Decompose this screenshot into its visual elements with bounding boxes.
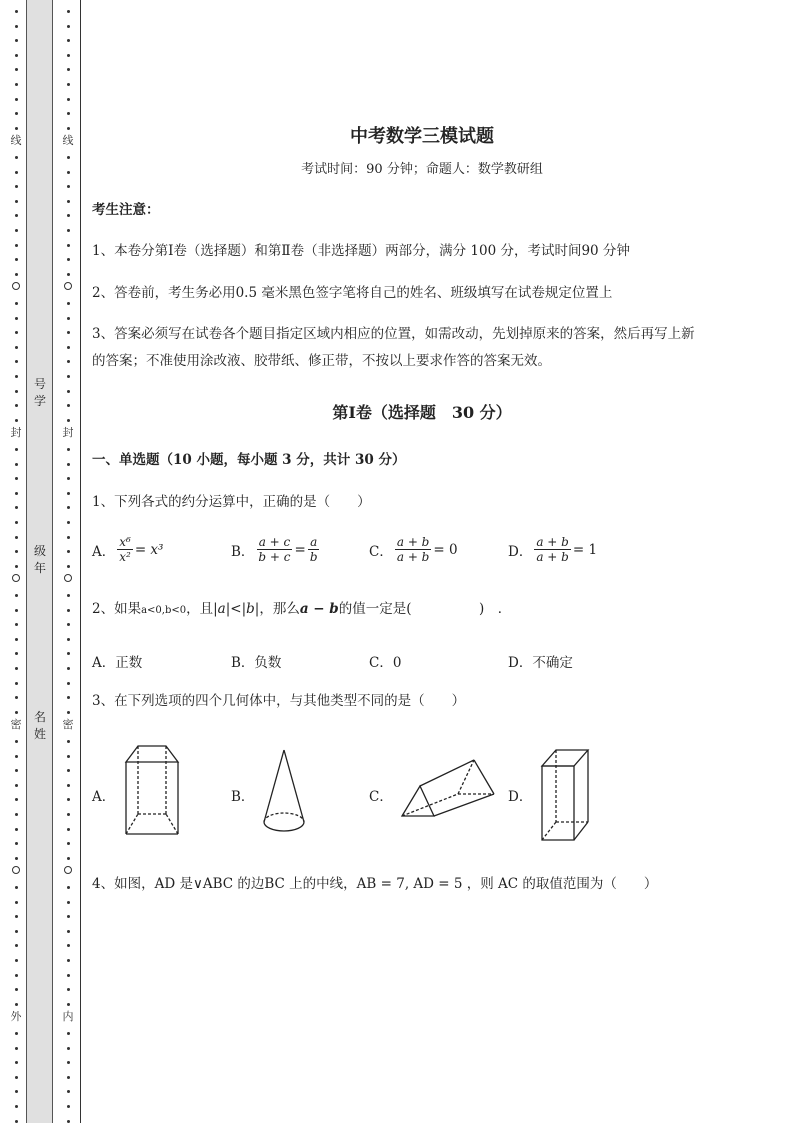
- binding-dot-icon: [10, 208, 22, 220]
- question-4-stem: 4、如图，AD 是∨ABC 的边BC 上的中线，AB = 7, AD = 5 ，则 AC 的取值范围为（ ）: [92, 876, 658, 892]
- notice-item-1: 1、本卷分第Ⅰ卷（选择题）和第Ⅱ卷（非选择题）两部分，满分 100 分，考试时间90 分钟: [92, 243, 630, 259]
- binding-dot-icon: [10, 676, 22, 688]
- binding-dot-icon: [10, 968, 22, 980]
- binding-dot-icon: [10, 33, 22, 45]
- binding-dot-icon: [62, 792, 74, 804]
- binding-dot-icon: [62, 749, 74, 761]
- q2-option-d: D．不确定: [508, 655, 573, 671]
- q3-option-a-label: A．: [92, 789, 116, 805]
- binding-dot-icon: [10, 763, 22, 775]
- binding-dot-icon: [10, 544, 22, 556]
- binding-circle-icon: [10, 281, 22, 293]
- binding-dot-icon: [10, 223, 22, 235]
- binding-label: 线: [10, 134, 22, 148]
- binding-dot-icon: [10, 179, 22, 191]
- binding-dot-icon: [10, 457, 22, 469]
- binding-dot-icon: [62, 442, 74, 454]
- binding-dot-icon: [10, 165, 22, 177]
- notice-item-3-cont: 的答案；不准使用涂改液、胶带纸、修正带，不按以上要求作答的答案无效。: [92, 353, 551, 369]
- binding-circle-icon: [10, 573, 22, 585]
- binding-dot-icon: [10, 661, 22, 673]
- frustum-prism-icon: [122, 742, 186, 838]
- binding-dot-icon: [10, 340, 22, 352]
- binding-dot-icon: [10, 1055, 22, 1067]
- binding-dot-icon: [62, 1084, 74, 1096]
- q1-option-b: B． $\frac{a + c}{b + c}$ = $\frac{a}{b}$: [231, 535, 318, 564]
- binding-dot-icon: [62, 705, 74, 717]
- binding-dot-icon: [10, 690, 22, 702]
- binding-label: 外: [10, 1010, 22, 1024]
- binding-dot-icon: [62, 544, 74, 556]
- binding-dot-icon: [10, 909, 22, 921]
- binding-rule: [80, 0, 81, 1123]
- binding-dot-icon: [62, 77, 74, 89]
- q2-option-c: C．0: [369, 655, 402, 671]
- q3-option-d-label: D．: [508, 789, 533, 805]
- binding-dot-icon: [62, 1055, 74, 1067]
- binding-dot-icon: [62, 851, 74, 863]
- binding-circle-icon: [62, 865, 74, 877]
- binding-dot-icon: [62, 340, 74, 352]
- binding-dot-icon: [10, 851, 22, 863]
- question-3-stem: 3、在下列选项的四个几何体中，与其他类型不同的是（ ）: [92, 693, 466, 709]
- binding-dot-icon: [62, 778, 74, 790]
- binding-dot-icon: [62, 690, 74, 702]
- binding-dot-icon: [62, 179, 74, 191]
- binding-dot-icon: [62, 982, 74, 994]
- binding-dot-icon: [62, 252, 74, 264]
- binding-dot-icon: [10, 238, 22, 250]
- binding-dot-icon: [10, 880, 22, 892]
- exam-subtitle: 考试时间：90 分钟；命题人：数学教研组: [301, 162, 543, 177]
- binding-dot-icon: [62, 1041, 74, 1053]
- binding-dot-icon: [10, 836, 22, 848]
- binding-dot-icon: [62, 938, 74, 950]
- binding-dot-icon: [10, 369, 22, 381]
- binding-dot-icon: [62, 194, 74, 206]
- binding-dot-icon: [62, 33, 74, 45]
- binding-label: 线: [62, 134, 74, 148]
- binding-dot-icon: [62, 646, 74, 658]
- binding-dot-icon: [10, 486, 22, 498]
- q3-option-b-label: B．: [231, 789, 255, 805]
- binding-label: 密: [10, 718, 22, 732]
- part-heading: 一、单选题（10 小题，每小题 3 分，共计 30 分）: [92, 452, 406, 468]
- binding-dot-icon: [10, 953, 22, 965]
- binding-dot-icon: [10, 1041, 22, 1053]
- binding-dot-icon: [10, 92, 22, 104]
- binding-dot-icon: [62, 617, 74, 629]
- binding-dot-icon: [62, 953, 74, 965]
- binding-dot-icon: [10, 530, 22, 542]
- binding-dot-icon: [62, 19, 74, 31]
- binding-dot-icon: [62, 632, 74, 644]
- binding-dot-icon: [10, 442, 22, 454]
- q3-option-c-label: C．: [369, 789, 393, 805]
- binding-dot-icon: [62, 121, 74, 133]
- binding-dot-icon: [10, 500, 22, 512]
- binding-label: 封: [62, 426, 74, 440]
- binding-dot-icon: [10, 982, 22, 994]
- binding-dot-icon: [62, 880, 74, 892]
- binding-dot-icon: [10, 734, 22, 746]
- binding-dot-icon: [62, 296, 74, 308]
- binding-dot-icon: [62, 486, 74, 498]
- binding-dot-icon: [62, 223, 74, 235]
- binding-dot-icon: [62, 369, 74, 381]
- binding-circle-icon: [62, 281, 74, 293]
- binding-dot-icon: [10, 62, 22, 74]
- binding-dot-icon: [10, 997, 22, 1009]
- binding-dot-icon: [10, 515, 22, 527]
- grade-label: 级 年: [33, 544, 46, 575]
- triangular-prism-icon: [398, 756, 498, 822]
- binding-dot-icon: [10, 1070, 22, 1082]
- binding-dot-icon: [10, 121, 22, 133]
- binding-dot-icon: [10, 311, 22, 323]
- fraction: $\frac{a + b}{a + b}$: [536, 535, 569, 564]
- binding-dot-icon: [62, 325, 74, 337]
- binding-dot-icon: [62, 311, 74, 323]
- binding-dot-icon: [10, 617, 22, 629]
- binding-dot-icon: [62, 676, 74, 688]
- binding-dot-icon: [10, 471, 22, 483]
- binding-dot-icon: [62, 530, 74, 542]
- rectangular-prism-icon: [538, 746, 594, 842]
- binding-dot-icon: [62, 457, 74, 469]
- binding-dot-icon: [10, 1084, 22, 1096]
- binding-dot-icon: [10, 792, 22, 804]
- binding-dot-icon: [10, 398, 22, 410]
- question-1-stem: 1、下列各式的约分运算中，正确的是（ ）: [92, 494, 371, 510]
- binding-label: 内: [62, 1010, 74, 1024]
- binding-dot-icon: [62, 165, 74, 177]
- binding-dot-icon: [62, 354, 74, 366]
- binding-dot-icon: [62, 603, 74, 615]
- fraction: $\frac{a + b}{a + b}$: [396, 535, 430, 564]
- binding-dot-icon: [10, 325, 22, 337]
- binding-dot-icon: [10, 588, 22, 600]
- q1-option-a: A． $\frac{\text{x⁶}}{\text{x²}}$ = x³: [92, 535, 164, 564]
- page-title: 中考数学三模试题: [350, 126, 494, 147]
- binding-dot-icon: [10, 296, 22, 308]
- notice-item-3: 3、答案必须写在试卷各个题目指定区域内相应的位置，如需改动，先划掉原来的答案，然后再写上新: [92, 326, 695, 342]
- binding-dot-icon: [62, 559, 74, 571]
- name-label: 名 姓: [33, 710, 46, 741]
- q1-option-c: C． $\frac{a + b}{a + b}$ = 0: [369, 535, 458, 564]
- binding-dot-icon: [62, 661, 74, 673]
- binding-dot-icon: [10, 194, 22, 206]
- question-2-stem: 2、如果a<0,b<0，且|a|<|b|，那么a − b的值一定是( ) ．: [92, 601, 512, 617]
- binding-dot-icon: [62, 588, 74, 600]
- student-id-label: 号 学: [33, 377, 46, 408]
- notice-item-2: 2、答卷前，考生务必用0.5 毫米黑色签字笔将自己的姓名、班级填写在试卷规定位置上: [92, 285, 613, 301]
- binding-dot-icon: [10, 1114, 22, 1126]
- binding-dot-icon: [10, 603, 22, 615]
- binding-dot-icon: [10, 150, 22, 162]
- binding-dot-icon: [62, 62, 74, 74]
- binding-dot-icon: [62, 48, 74, 60]
- binding-dot-icon: [62, 924, 74, 936]
- binding-dot-icon: [62, 398, 74, 410]
- binding-dot-icon: [10, 749, 22, 761]
- binding-dot-icon: [10, 778, 22, 790]
- binding-dot-icon: [10, 106, 22, 118]
- binding-dot-icon: [62, 836, 74, 848]
- fraction: $\frac{a + c}{b + c}$: [258, 535, 291, 564]
- fraction: $\frac{a}{b}$: [309, 535, 318, 564]
- binding-dot-icon: [10, 1099, 22, 1111]
- binding-dot-icon: [62, 909, 74, 921]
- binding-dot-icon: [10, 267, 22, 279]
- binding-dot-icon: [62, 150, 74, 162]
- binding-dot-icon: [62, 1026, 74, 1038]
- binding-label: 密: [62, 718, 74, 732]
- q1-option-d: D． $\frac{a + b}{a + b}$ = 1: [508, 535, 598, 564]
- binding-dot-icon: [62, 384, 74, 396]
- section-title: 第Ⅰ卷（选择题 30 分）: [332, 403, 512, 422]
- outer-binding-column: [10, 0, 22, 1123]
- binding-dot-icon: [10, 354, 22, 366]
- binding-dot-icon: [62, 1099, 74, 1111]
- binding-dot-icon: [10, 822, 22, 834]
- binding-dot-icon: [10, 924, 22, 936]
- binding-dot-icon: [10, 559, 22, 571]
- binding-dot-icon: [10, 705, 22, 717]
- binding-dot-icon: [10, 632, 22, 644]
- binding-dot-icon: [10, 895, 22, 907]
- binding-dot-icon: [10, 807, 22, 819]
- cone-icon: [260, 748, 310, 836]
- binding-dot-icon: [62, 968, 74, 980]
- binding-dot-icon: [62, 208, 74, 220]
- binding-dot-icon: [62, 500, 74, 512]
- binding-dot-icon: [10, 646, 22, 658]
- binding-dot-icon: [62, 1070, 74, 1082]
- binding-dot-icon: [62, 106, 74, 118]
- inner-binding-column: [62, 0, 74, 1123]
- binding-dot-icon: [62, 822, 74, 834]
- binding-dot-icon: [10, 77, 22, 89]
- binding-dot-icon: [62, 4, 74, 16]
- binding-dot-icon: [62, 515, 74, 527]
- binding-dot-icon: [62, 997, 74, 1009]
- binding-dot-icon: [62, 895, 74, 907]
- binding-circle-icon: [10, 865, 22, 877]
- binding-dot-icon: [10, 1026, 22, 1038]
- fraction: $\frac{\text{x⁶}}{\text{x²}}$: [119, 535, 131, 564]
- binding-dot-icon: [62, 92, 74, 104]
- binding-dot-icon: [62, 763, 74, 775]
- binding-dot-icon: [62, 267, 74, 279]
- binding-circle-icon: [62, 573, 74, 585]
- binding-label: 封: [10, 426, 22, 440]
- binding-dot-icon: [10, 938, 22, 950]
- binding-dot-icon: [10, 413, 22, 425]
- binding-dot-icon: [10, 252, 22, 264]
- q2-option-a: A．正数: [92, 655, 143, 671]
- notice-heading: 考生注意：: [92, 202, 160, 218]
- binding-dot-icon: [62, 807, 74, 819]
- binding-dot-icon: [62, 238, 74, 250]
- binding-dot-icon: [62, 734, 74, 746]
- binding-dot-icon: [10, 19, 22, 31]
- q2-option-b: B．负数: [231, 655, 282, 671]
- binding-dot-icon: [10, 4, 22, 16]
- binding-dot-icon: [62, 471, 74, 483]
- binding-dot-icon: [10, 48, 22, 60]
- binding-dot-icon: [62, 413, 74, 425]
- binding-dot-icon: [10, 384, 22, 396]
- binding-dot-icon: [62, 1114, 74, 1126]
